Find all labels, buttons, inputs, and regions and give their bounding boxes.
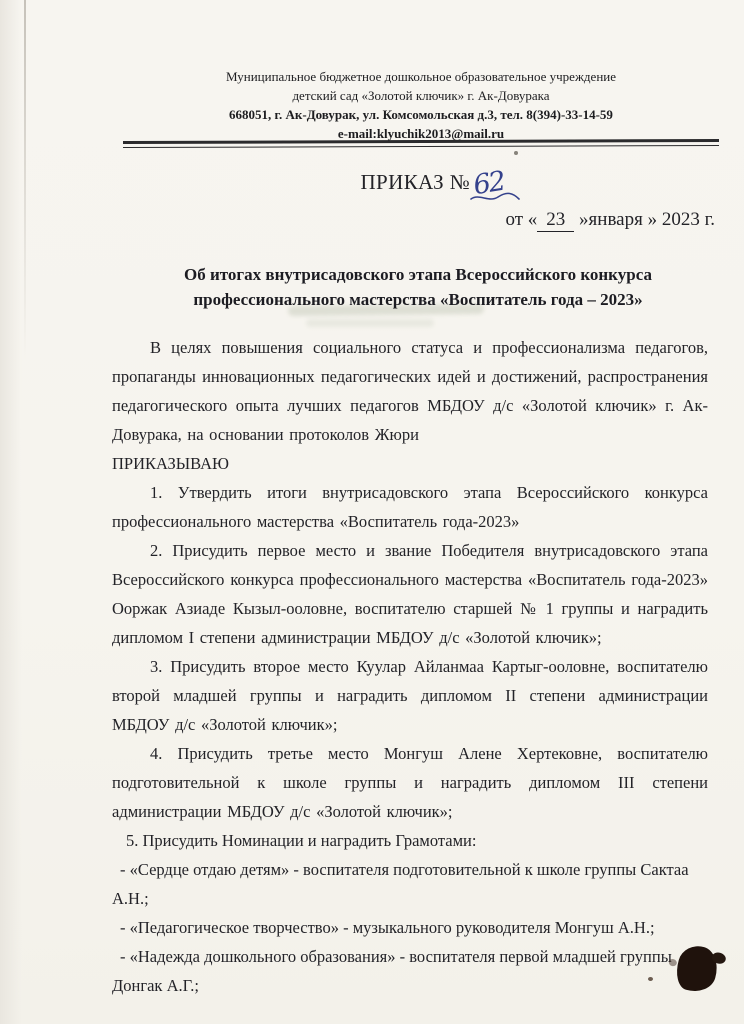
letterhead-org-line2: детский сад «Золотой ключик» г. Ак-Довурака [292,88,550,103]
order-item-5: 5. Присудить Номинации и наградить Грамотами: [126,831,477,850]
bleed-through-smudge [306,319,434,327]
order-item-3: 3. Присудить второе место Куулар Айланмаа Картыг-ооловне, воспитателю второй младшей группы и наградить дипломом II степени администрации МБДОУ д/с «Золотой ключик»; [112,657,708,734]
decree-word: ПРИКАЗЫВАЮ [112,454,230,473]
handwritten-order-number [471,165,507,202]
letterhead-email: e-mail:klyuchik2013@mail.ru [337,126,505,141]
letterhead-address: 668051, г. Ак-Довурак, ул. Комсомольская д.3, тел. 8(394)-33-14-59 [229,107,613,122]
nomination-item-3: - «Надежда дошкольного образования» - воспитателя первой младшей группы Донгак А.Г.; [112,947,672,995]
handwritten-underline-stroke [469,190,521,204]
scan-speck [514,151,518,155]
letterhead [130,67,712,143]
handwritten-number-text: 62 [471,165,507,202]
preamble-paragraph: В целях повышения социального статуса и профессионализма педагогов, пропаганды инновационных педагогических идей и достижений, распространения педагогического опыта лучших педагогов МБДОУ д/с «Золотой ключик» г. Ак-Довурака, на основании протоколов Жюри [112,338,708,444]
letterhead-divider-rule [123,139,719,148]
scan-left-edge-shading [0,0,24,1024]
date-prefix: от « [505,209,538,230]
order-date-line [505,209,715,232]
order-number-line [60,165,744,202]
nomination-item-2: - «Педагогическое творчество» - музыкального руководителя Монгуш А.Н.; [120,918,655,937]
scan-speck [648,977,653,981]
letterhead-org-line1: Муниципальное бюджетное дошкольное образовательное учреждение [226,69,616,84]
scan-paper-edge-line [24,0,26,360]
order-body [112,333,708,1000]
order-label: ПРИКАЗ № [360,170,471,194]
order-item-4: 4. Присудить третье место Монгуш Алене Хертековне, воспитателю подготовительной к школе группы и наградить дипломом III степени администрации МБДОУ д/с «Золотой ключик»; [112,744,708,821]
date-day: 23 [537,209,574,232]
nomination-item-1: - «Сердце отдаю детям» - воспитателя подготовительной к школе группы Сактаа А.Н.; [112,860,689,908]
subject-line2: профессионального мастерства «Воспитатель года – 2023» [193,290,643,309]
order-item-2: 2. Присудить первое место и звание Победителя внутрисадовского этапа Всероссийского конкурса профессионального мастерства «Воспитатель года-2023» Ооржак Азиаде Кызыл-ооловне, воспитателю старшей № 1 группы и наградить дипломом I степени администрации МБДОУ д/с «Золотой ключик»; [112,541,708,647]
order-item-1: 1. Утвердить итоги внутрисадовского этапа Всероссийского конкурса профессионального мастерства «Воспитатель года-2023» [112,483,708,531]
date-suffix: »января » 2023 г. [579,209,715,230]
order-subject-title [120,262,716,312]
subject-line1: Об итогах внутрисадовского этапа Всероссийского конкурса [184,265,652,284]
